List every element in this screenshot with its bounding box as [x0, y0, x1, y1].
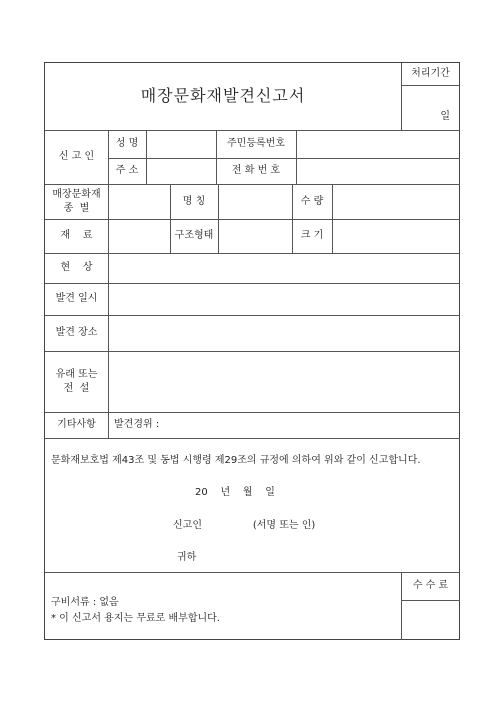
- size-label: 크 기: [300, 230, 324, 241]
- found-place-field[interactable]: [108, 315, 460, 351]
- address-field[interactable]: [146, 158, 216, 184]
- status-field[interactable]: [108, 253, 460, 283]
- structure-label: 구조형태: [174, 230, 214, 241]
- name-label: 성 명: [115, 138, 139, 149]
- resident-id-label: 주민등록번호: [227, 138, 285, 149]
- item-name-field[interactable]: [218, 184, 292, 219]
- found-date-field[interactable]: [108, 283, 460, 315]
- processing-period-value: 일: [440, 110, 450, 122]
- structure-field[interactable]: [218, 219, 292, 253]
- material-field[interactable]: [108, 219, 170, 253]
- discovery-circumstance-field[interactable]: 발견경위 :: [114, 419, 160, 430]
- heritage-type-label: 매장문화재 종 별: [52, 188, 101, 214]
- attachments-note: 구비서류 : 없음: [51, 597, 119, 608]
- form-title: 매장문화재발견신고서: [140, 86, 306, 106]
- processing-period-label: 처리기간: [411, 68, 450, 79]
- declaration-statement: 문화재보호법 제43조 및 동법 시행령 제29조의 규정에 의하여 위와 같이 신고합니다.: [51, 455, 421, 466]
- rule: [45, 572, 460, 573]
- origin-label: 유래 또는 전 설: [55, 368, 98, 394]
- found-date-label: 발견 일시: [55, 293, 98, 304]
- phone-label: 전 화 번 호: [231, 165, 281, 176]
- fee-label: 수 수 료: [412, 580, 449, 591]
- found-place-label: 발견 장소: [55, 327, 98, 338]
- declaration-applicant: 신고인 (서명 또는 인): [173, 520, 316, 531]
- applicant-label: 신 고 인: [58, 151, 95, 162]
- heritage-type-field[interactable]: [108, 184, 170, 219]
- name-field[interactable]: [146, 130, 216, 158]
- material-label: 재 료: [60, 230, 93, 241]
- quantity-label: 수 량: [300, 195, 324, 207]
- fee-field[interactable]: [401, 600, 460, 640]
- rule: [45, 438, 460, 439]
- report-form: [44, 62, 460, 640]
- quantity-field[interactable]: [332, 184, 460, 219]
- address-label: 주 소: [115, 165, 139, 176]
- phone-field[interactable]: [296, 158, 460, 184]
- declaration-recipient: 귀하: [177, 552, 197, 563]
- status-label: 현 상: [60, 262, 93, 273]
- item-name-label: 명 칭: [182, 195, 206, 207]
- resident-id-field[interactable]: [296, 130, 460, 158]
- declaration-date: 20 년 월 일: [195, 487, 275, 498]
- size-field[interactable]: [332, 219, 460, 253]
- other-label: 기타사항: [57, 419, 96, 430]
- free-distribution-note: * 이 신고서 용지는 무료로 배부합니다.: [51, 613, 220, 624]
- origin-field[interactable]: [108, 351, 460, 412]
